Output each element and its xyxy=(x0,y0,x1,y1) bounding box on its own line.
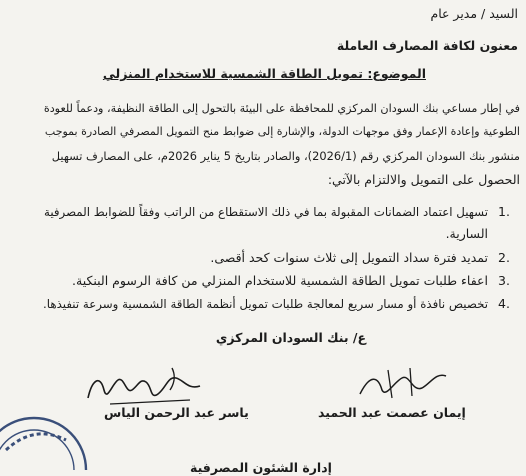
item-4-number: 4. xyxy=(498,296,510,311)
item-2-number: 2. xyxy=(498,250,510,265)
subject-label: الموضوع: xyxy=(367,66,426,81)
subject-text: تمويل الطاقة الشمسية للاستخدام المنزلي xyxy=(102,66,368,81)
body-line-1: في إطار مساعي بنك السودان المركزي للمحافظة على البيئة بالتحول إلى الطاقة النظيفة، ودعماً للعودة xyxy=(43,102,520,115)
item-1-line-1: تسهيل اعتماد الضمانات المقبولة بما في ذلك الاستقطاع من الراتب وفقاً للضوابط المصرفية xyxy=(44,205,488,219)
item-4-line-1: تخصيص نافذة أو مسار سريع لمعالجة طلبات تمويل أنظمة الطاقة الشمسية وسرعة تنفيذها. xyxy=(43,297,488,311)
signatory-right: ياسر عبد الرحمن الياس xyxy=(104,405,249,420)
signatory-left: إيمان عصمت عبد الحميد xyxy=(318,405,466,420)
body-line-2: الطوعية وإعادة الإعمار وفق موجهات الدولة، والإشارة إلى ضوابط منح التمويل المصرفي الصادرة بموجب xyxy=(44,125,520,138)
subject-line xyxy=(103,66,426,82)
signature-left xyxy=(350,364,470,404)
item-1-number: 1. xyxy=(498,204,510,219)
official-stamp xyxy=(0,410,90,470)
body-line-3: منشور بنك السودان المركزي رقم (2026/1)، والصادر بتاريخ 5 يناير 2026م، على المصارف تسهيل xyxy=(51,149,520,163)
on-behalf: ع/ بنك السودان المركزي xyxy=(215,330,366,345)
salutation: السيد / مدير عام xyxy=(430,6,518,21)
item-3-number: 3. xyxy=(498,273,510,288)
item-1-line-2: السارية. xyxy=(445,226,488,241)
item-2-line-1: تمديد فترة سداد التمويل إلى ثلاث سنوات كحد أقصى. xyxy=(210,250,488,265)
item-3-line-1: اعفاء طلبات تمويل الطاقة الشمسية للاستخدام المنزلي من كافة الرسوم البنكية. xyxy=(72,273,488,288)
department-line: إدارة الشئون المصرفية xyxy=(190,460,332,475)
addressee: معنون لكافة المصارف العاملة xyxy=(336,38,518,53)
body-line-4: الحصول على التمويل والالتزام بالآتي: xyxy=(327,172,520,187)
